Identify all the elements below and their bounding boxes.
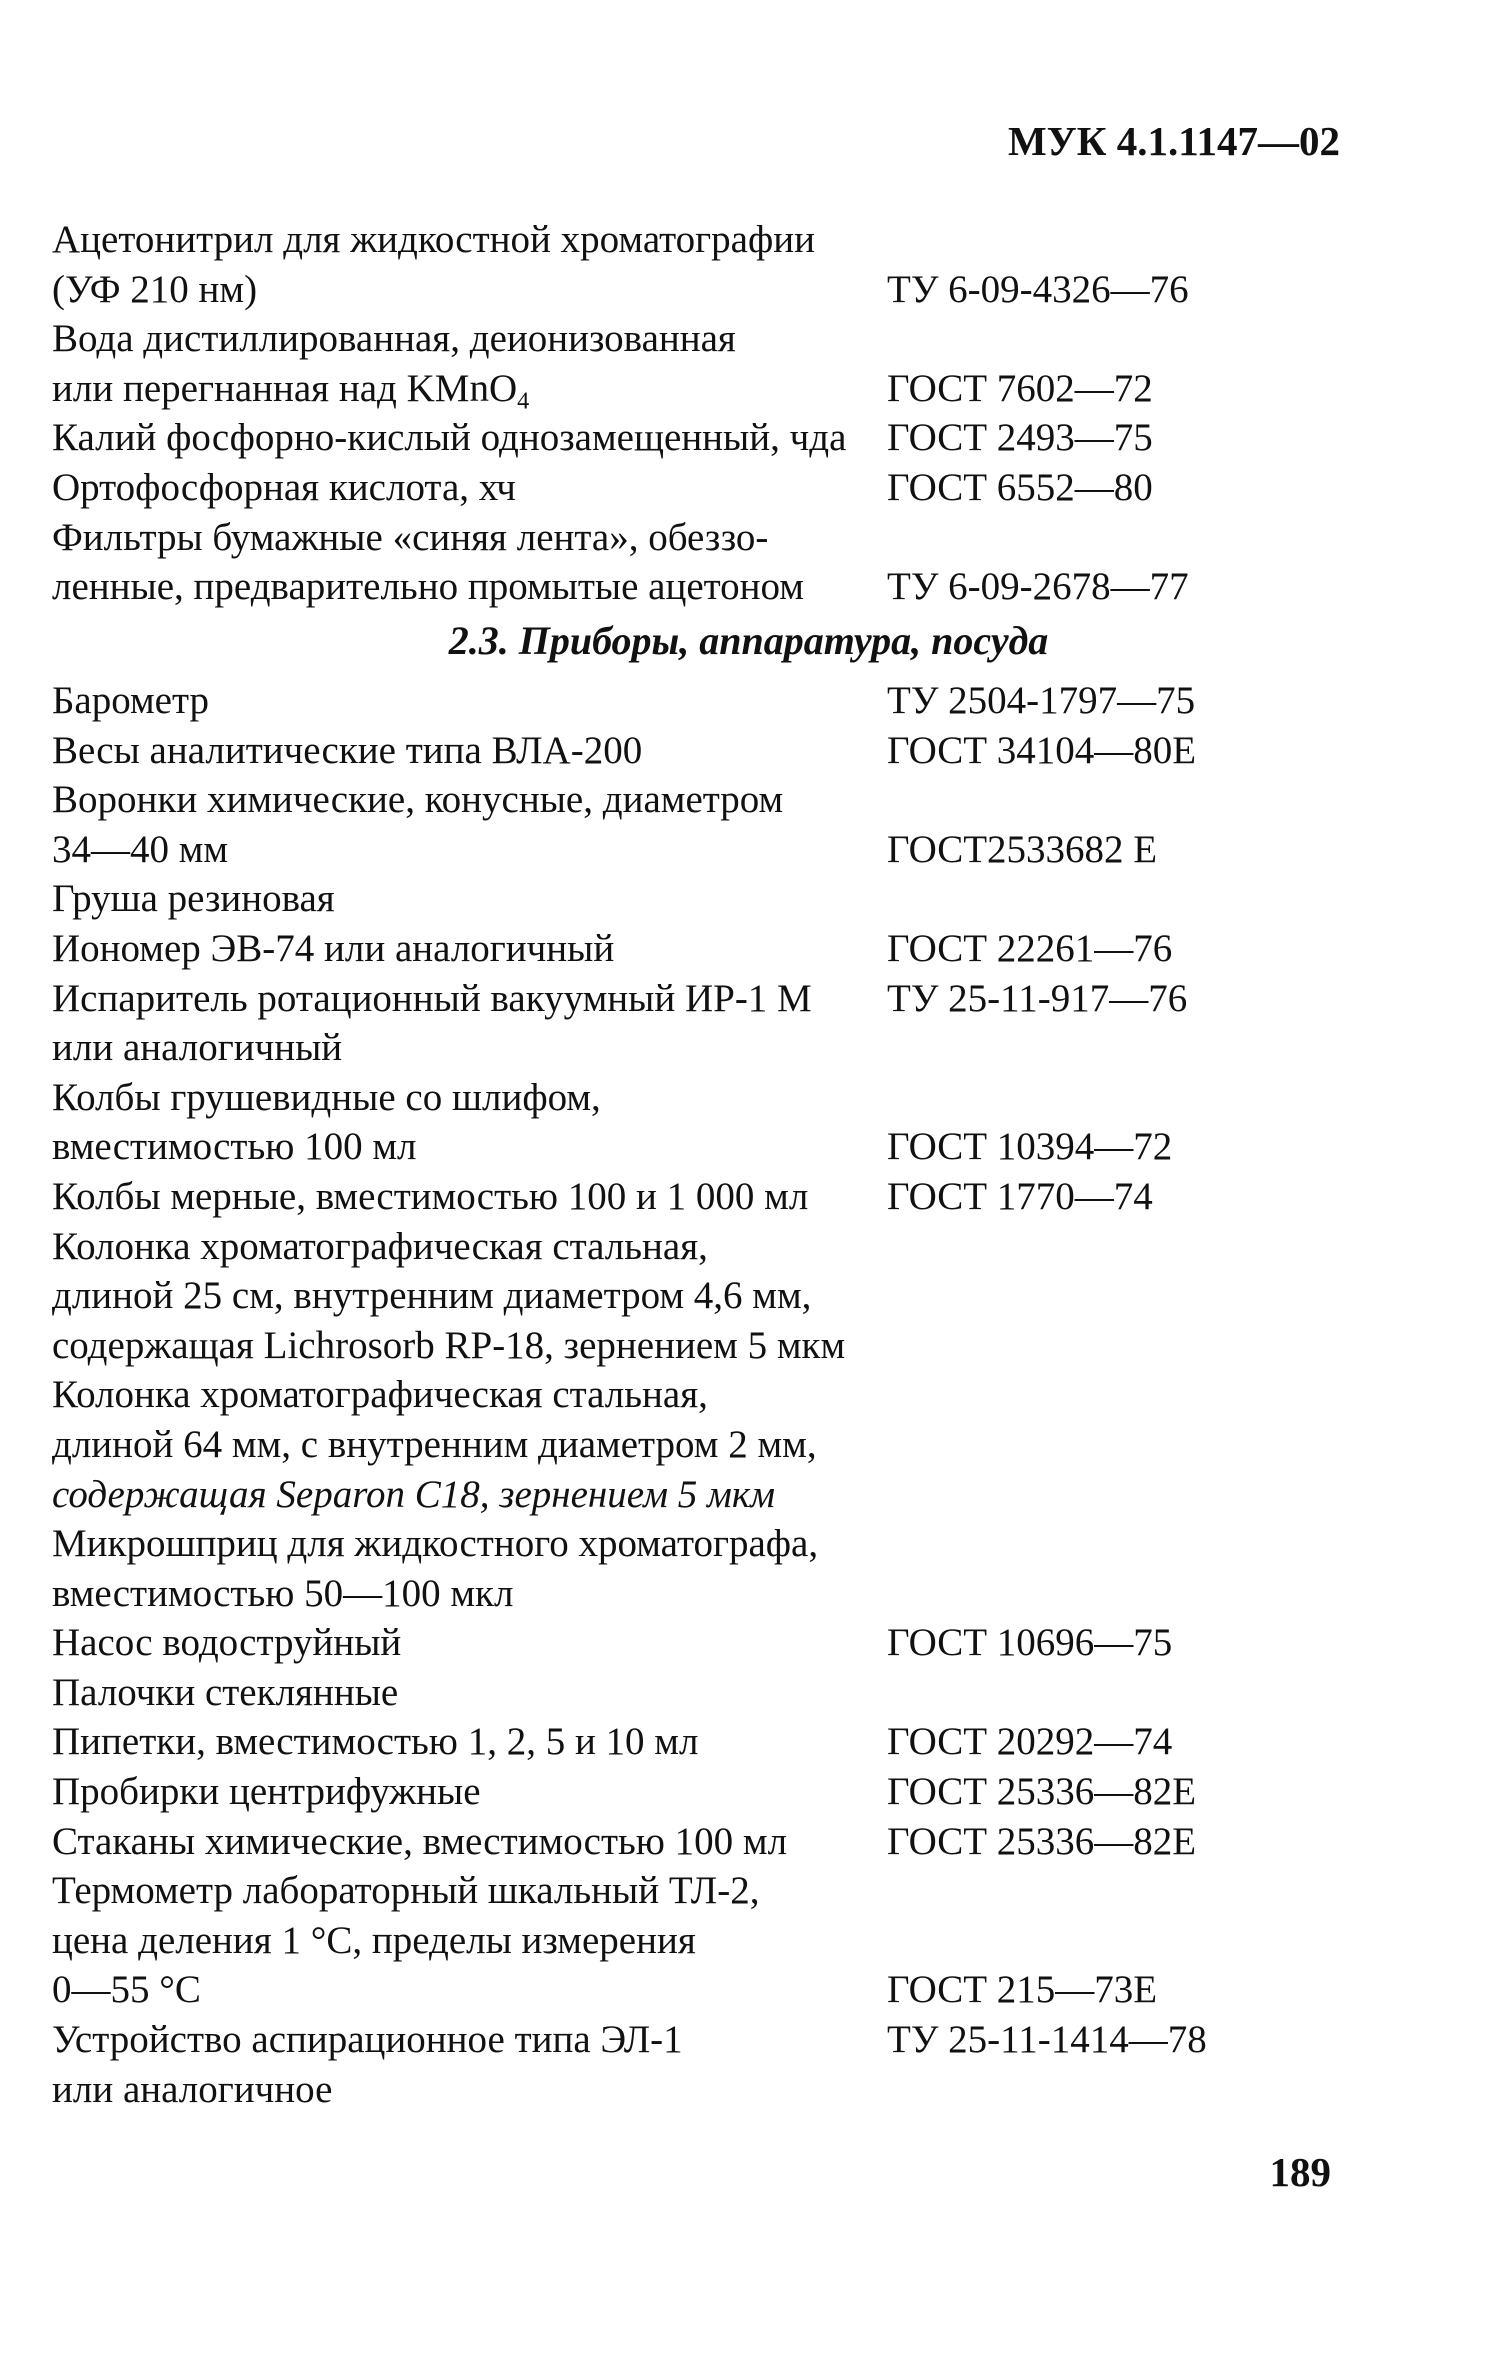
item-description [52,463,865,513]
item-description-line: Колонка хроматографическая стальная, [52,1224,708,1268]
list-item [52,314,1252,413]
item-description-line: 34—40 мм [52,827,229,871]
item-description-line: (УФ 210 нм) [52,267,258,311]
list-item [52,513,1252,612]
item-description-line: или перегнанная над KMnO [52,366,518,410]
item-description [52,676,865,726]
list-item [52,924,1252,974]
item-description-line: 0—55 °С [52,1968,201,2012]
item-standard: ТУ 2504-1797—75 [887,679,1196,722]
item-description-line: Весы аналитические типа ВЛА-200 [52,728,643,772]
item-description-line: Испаритель ротационный вакуумный ИР-1 М [52,976,812,1020]
item-standard: ТУ 25-11-917—76 [887,976,1188,1020]
section-heading: 2.3. Приборы, аппаратура, посуда [448,618,1049,663]
item-description-line: цена деления 1 °С, пределы измерения [52,1918,696,1962]
item-standard: ТУ 6-09-2678—77 [887,565,1189,609]
item-description-line: или аналогичное [52,2067,333,2111]
item-description-line: длиной 25 см, внутренним диаметром 4,6 мм, [52,1274,812,1318]
item-description [52,874,865,924]
list-item [52,1717,1252,1767]
item-standard: ГОСТ 7602—72 [887,366,1153,410]
item-description-line: или аналогичный [52,1026,343,1070]
item-description [52,1767,865,1817]
item-description-line: Барометр [52,679,209,722]
subscript: 4 [517,387,530,415]
list-item [52,726,1252,776]
document-code: МУК 4.1.1147—02 [1007,118,1340,164]
item-description-line: Груша резиновая [52,877,335,921]
item-description [52,1519,865,1618]
item-standard: ГОСТ 1770—74 [887,1174,1153,1218]
list-item [52,1519,1252,1618]
equipment-list [52,676,1252,2114]
item-description-line: содержащая Separon C18, зернением 5 мкм [52,1472,776,1516]
item-description [52,2015,865,2114]
item-description [52,924,865,974]
item-description-line: Фильтры бумажные «синяя лента», обеззо- [52,515,769,559]
item-description-line: Колбы мерные, вместимостью 100 и 1 000 мл [52,1174,809,1218]
item-description-line: Калий фосфорно-кислый однозамещенный, чда [52,416,847,460]
list-item [52,974,1252,1073]
item-description-line: ленные, предварительно промытые ацетоном [52,565,804,609]
item-standard: ГОСТ 10394—72 [887,1125,1173,1169]
list-item [52,1370,1252,1519]
item-description [52,413,865,463]
item-description [52,1370,865,1519]
item-description-line: вместимостью 100 мл [52,1125,417,1169]
item-standard: ГОСТ 25336—82Е [887,1770,1197,1814]
item-description-line: Палочки стеклянные [52,1670,399,1714]
item-standard: ГОСТ 6552—80 [887,465,1153,509]
item-description [52,1618,865,1668]
item-description [52,1172,865,1222]
list-item [52,215,1252,314]
item-description-line: Иономер ЭВ-74 или аналогичный [52,926,615,970]
item-standard: ГОСТ 215—73Е [887,1968,1158,2012]
item-description-line: Колбы грушевидные со шлифом, [52,1075,601,1119]
item-description-line: Микрошприц для жидкостного хроматографа, [52,1522,819,1566]
item-standard: ТУ 6-09-4326—76 [887,267,1189,311]
item-description-line: Ортофосфорная кислота, хч [52,465,516,509]
item-description [52,1668,865,1718]
item-description [52,775,865,874]
list-item [52,1618,1252,1668]
item-description [52,1817,865,1867]
item-description-line: Вода дистиллированная, деионизованная [52,317,736,361]
item-description-line: Пипетки, вместимостью 1, 2, 5 и 10 мл [52,1720,699,1764]
list-item [52,413,1252,463]
item-description [52,974,865,1073]
item-description-line: Пробирки центрифужные [52,1770,481,1814]
item-description-line: Ацетонитрил для жидкостной хроматографии [52,218,815,261]
list-item [52,2015,1252,2114]
list-item [52,1767,1252,1817]
item-description-line: Стаканы химические, вместимостью 100 мл [52,1819,788,1863]
item-standard: ГОСТ 25336—82Е [887,1819,1197,1863]
item-description [52,1717,865,1767]
item-standard: ГОСТ 34104—80Е [887,728,1197,772]
item-description-line: длиной 64 мм, с внутренним диаметром 2 мм, [52,1422,817,1466]
item-description-line: Колонка хроматографическая стальная, [52,1373,708,1417]
item-description-line: Насос водоструйный [52,1621,402,1665]
list-item [52,1866,1252,2015]
item-description [52,1866,865,2015]
item-description [52,1073,865,1172]
item-description-line: Воронки химические, конусные, диаметром [52,778,784,822]
item-standard: ГОСТ 10696—75 [887,1621,1173,1665]
item-description [52,1222,865,1371]
list-item [52,1668,1252,1718]
item-standard: ТУ 25-11-1414—78 [887,2018,1207,2062]
list-item [52,676,1252,726]
list-item [52,1073,1252,1172]
list-item [52,463,1252,513]
reagents-list [52,215,1252,612]
item-description-line: содержащая Lichrosorb RP-18, зернением 5 мкм [52,1323,846,1367]
item-standard: ГОСТ 2493—75 [887,416,1153,460]
item-description [52,215,865,314]
item-description [52,513,865,612]
page-number: 189 [1269,2149,1331,2195]
item-standard: ГОСТ 22261—76 [887,926,1173,970]
item-description-line: Термометр лабораторный шкальный ТЛ-2, [52,1869,760,1913]
list-item [52,1222,1252,1371]
item-description [52,726,865,776]
item-description-line: Устройство аспирационное типа ЭЛ-1 [52,2018,683,2062]
list-item [52,1172,1252,1222]
list-item [52,874,1252,924]
item-standard: ГОСТ2533682 Е [887,827,1158,871]
list-item [52,1817,1252,1867]
item-description [52,314,865,413]
item-standard: ГОСТ 20292—74 [887,1720,1173,1764]
list-item [52,775,1252,874]
item-description-line: вместимостью 50—100 мкл [52,1571,514,1615]
